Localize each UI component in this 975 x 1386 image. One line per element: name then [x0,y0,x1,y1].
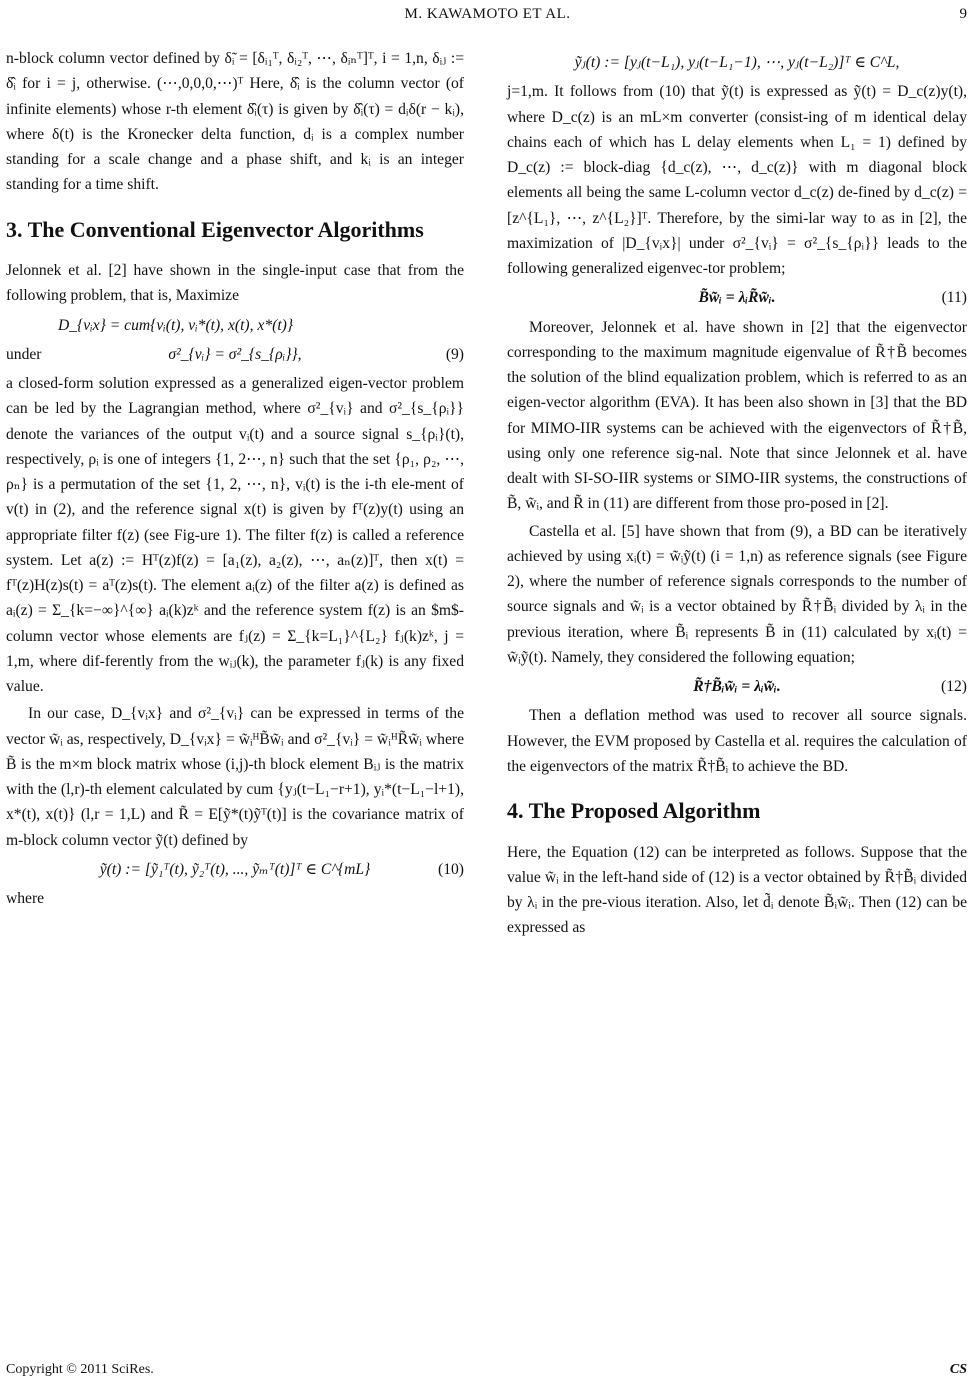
paragraph-j: j=1,m. It follows from (10) that ỹ(t) is expressed as ỹ(t) = D_c(z)y(t), where D_c(z) is an mL×m converter (consist-ing of m identical delay chains each of which has L delay elements when L₁ = 1) defined by D_c(z) := block-diag {d_c(z), ⋯, d_c(z)} with m diagonal block elements all being the same L-column vector d_c(z) de-fined by d_c(z) = [z^{L₁}, ⋯, z^{L₂}]ᵀ. Therefore, by the simi-lar way to as in [2], the maximization of |D_{vᵢx}| under σ²_{vᵢ} = σ²_{s_{ρᵢ}} leads to the following generalized eigenvec-tor problem; [507,83,967,277]
equation-9-number: (9) [445,345,464,363]
equation-11-number: (11) [941,289,967,307]
equation-9 [6,342,464,367]
equation-11-body: B̃w̃ᵢ = λᵢR̃w̃ᵢ. [698,289,776,307]
equation-10 [6,857,464,882]
equation-yj [507,50,967,75]
page-header [0,6,975,28]
where-label: where [6,890,45,908]
section-heading-3: 3. The Conventional Eigenvector Algorithms [6,216,424,242]
equation-12 [507,674,967,699]
section-heading-4: 4. The Proposed Algorithm [507,798,761,823]
page-number: 9 [959,6,967,22]
paragraph-closed-form: a closed-form solution expressed as a generalized eigen-vector problem can be led by the Lagrangian method, where σ²_{vᵢ} and σ²_{s_{ρᵢ}} denote the variances of the output vᵢ(t) and a source signal s_{ρᵢ}(t), respectively, ρᵢ is one of integers {1, 2⋯, n} such that the set {ρ₁, ρ₂, ⋯, ρₙ} is a permutation of the set {1, 2, ⋯, n}, vᵢ(t) is the i-th ele-ment of v(t) in (2), and the reference signal x(t) is given by fᵀ(z)y(t) using an appropriate filter f(z) (see Fig-ure 1). The filter f(z) is called a reference system. Let a(z) := Hᵀ(z)f(z) = [a₁(z), a₂(z), ⋯, aₙ(z)]ᵀ, then x(t) = fᵀ(z)H(z)s(t) = aᵀ(z)s(t). The element aᵢ(z) of the filter a(z) is defined as aᵢ(z) = Σ_{k=−∞}^{∞} aᵢ(k)zᵏ and the reference system f(z) is an $m$-column vector whose elements are fⱼ(z) = Σ_{k=L₁}^{L₂} fⱼ(k)zᵏ, j = 1,m, where dif-ferently from the wᵢⱼ(k), the parameter fⱼ(k) is any fixed value. [6,375,464,696]
paragraph-jelonnek: Jelonnek et al. [2] have shown in the single-input case that from the following problem, that is, Maximize [6,262,464,305]
paragraph-our-case: In our case, D_{vᵢx} and σ²_{vᵢ} can be expressed in terms of the vector w̃ᵢ as, respectively, D_{vᵢx} = w̃ᵢᴴB̃w̃ᵢ and σ²_{vᵢ} = w̃ᵢᴴR̃w̃ᵢ where B̃ is the m×m block matrix whose (i,j)-th block element Bᵢⱼ is the matrix with the (l,r)-th element calculated by cum {yⱼ(t−L₁−r+1), yᵢ*(t−L₁−l+1), x*(t), x(t)} (l,r = 1,L) and R̃ = E[ỹ*(t)ỹᵀ(t)] is the covariance matrix of m-block column vector ỹ(t) defined by [6,705,464,849]
equation-12-number: (12) [941,678,967,695]
paragraph-moreover: Moreover, Jelonnek et al. have shown in [2] that the eigenvector corresponding to the maximum magnitude eigenvalue of R̃†B̃ becomes the solution of the blind equalization problem, which is referred to as an eigen-vector algorithm (EVA). It has been also shown in [3] that the BD for MIMO-IIR systems can be achieved with the eigenvectors of R̃†B̃, using only one reference sig-nal. Note that since Jelonnek et al. have dealt with SI-SO-IIR systems or SIMO-IIR systems, the constructions of B̃, w̃ᵢ, and R̃ in (11) are different from those pro-posed in [2]. [507,318,967,513]
left-column [6,46,464,913]
paragraph-here: Here, the Equation (12) can be interpreted as follows. Suppose that the value w̃ᵢ in the left-hand side of (12) is a vector obtained by R̃†B̃ᵢ divided by λᵢ in the pre-vious iteration. Also, let d̃ᵢ denote B̃ᵢw̃ᵢ. Then (12) can be expressed as [507,843,967,937]
equation-maximize [6,313,464,338]
under-label: under [6,345,42,363]
equation-9-body: σ²_{vᵢ} = σ²_{s_{ρᵢ}}, [168,345,302,363]
paragraph-castella: Castella et al. [5] have shown that from (9), a BD can be iteratively achieved by using xᵢ(t) = w̃ᵢỹ(t) (i = 1,n) as reference signals (see Figure 2), where the number of reference signals corresponds to the number of source signals and w̃ᵢ is a vector obtained by R̃†B̃ᵢ divided by λᵢ in the previous iteration, where B̃ᵢ represents B̃ in (11) calculated by xᵢ(t) = w̃ᵢỹ(t). Namely, they considered the following equation; [507,522,967,666]
equation-10-body: ỹ(t) := [ỹ₁ᵀ(t), ỹ₂ᵀ(t), ..., ỹₘᵀ(t)]ᵀ ∈ C^{mL} [99,860,371,878]
equation-yj-body: ỹⱼ(t) := [yⱼ(t−L₁), yⱼ(t−L₁−1), ⋯, yⱼ(t−L₂)]ᵀ ∈ C^L, [574,54,900,71]
copyright-notice: Copyright © 2011 SciRes. [6,1362,154,1377]
running-title: M. KAWAMOTO ET AL. [404,6,571,22]
paragraph-deflation: Then a deflation method was used to recover all source signals. However, the EVM proposed by Castella et al. requires the calculation of the eigenvectors of the matrix R̃†B̃ᵢ to achieve the BD. [507,707,967,775]
equation-12-body: R̃†B̃ᵢw̃ᵢ = λᵢw̃ᵢ. [693,678,781,695]
paragraph-nblock: n-block column vector defined by δ̃ᵢ = [δᵢ₁ᵀ, δᵢ₂ᵀ, ⋯, δᵢₙᵀ]ᵀ, i = 1,n, δᵢⱼ := δ̂ᵢ for i = j, otherwise. (⋯,0,0,0,⋯)ᵀ Here, δ̂ᵢ is the column vector (of infinite elements) whose r-th element δ̂ᵢ(τ) is given by δ̂ᵢ(τ) = dᵢδ(r − kᵢ), where δ(t) is the Kronecker delta function, dᵢ is a complex number standing for a scale change and a phase shift, and kᵢ is an integer standing for a time shift. [6,50,464,194]
journal-abbrev: CS [949,1362,967,1377]
equation-maximize-body: D_{vᵢx} = cum{vᵢ(t), vᵢ*(t), x(t), x*(t)} [58,316,294,334]
equation-11 [507,285,967,310]
equation-10-number: (10) [438,860,464,878]
right-column [507,46,967,943]
